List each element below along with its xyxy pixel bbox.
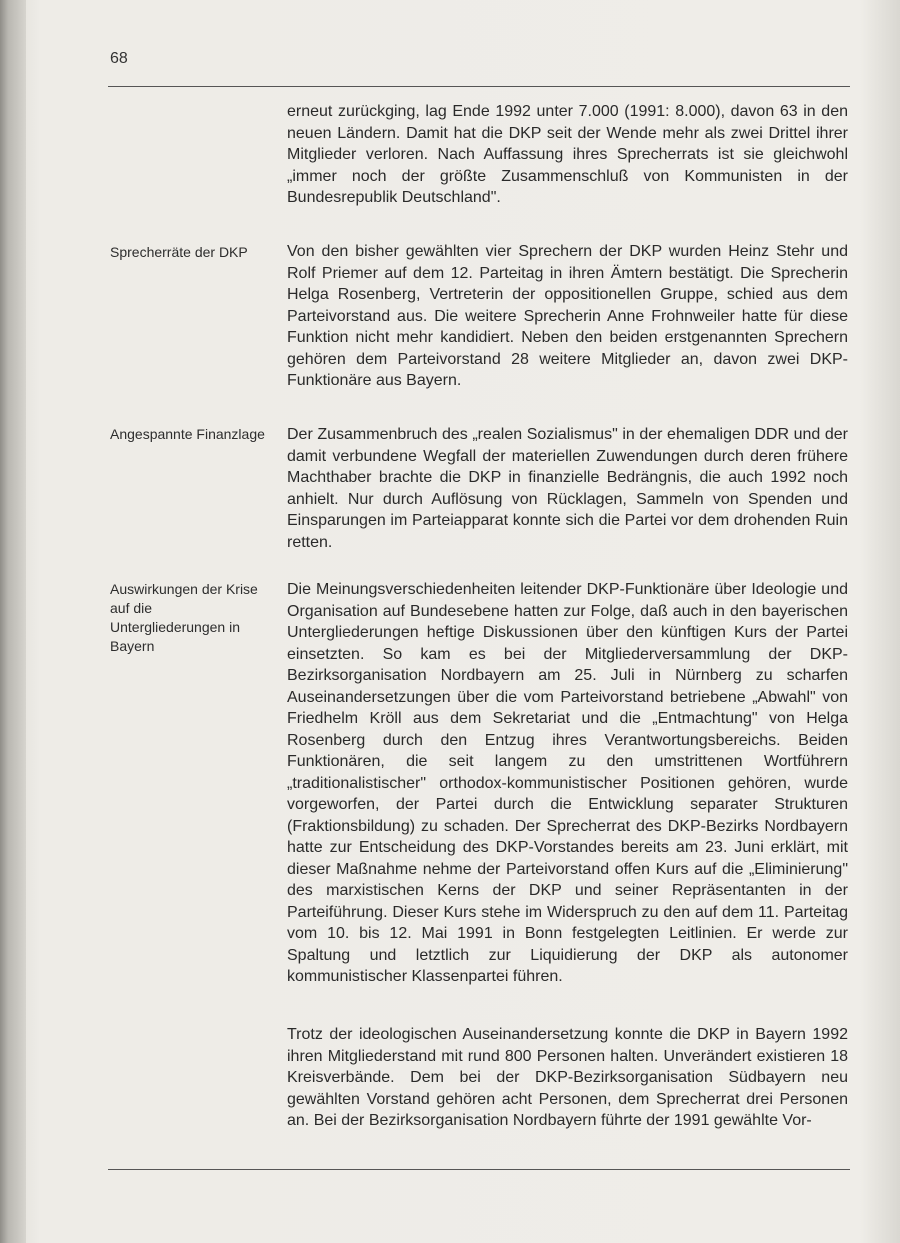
paragraph-membership: erneut zurückging, lag Ende 1992 unter 7.000 (1991: 8.000), davon 63 in den neuen Ländern. Damit hat die DKP seit der Wende mehr als zwei Drittel ihrer Mitglieder verloren. Nach Auffassung ihres Sprecherrats ist sie gleichwohl „immer noch der größte Zusammenschluß von Kommunisten in der Bundesrepublik Deutschland". (287, 103, 848, 206)
page-number: 68 (110, 50, 128, 67)
sidenote-finanzlage: Angespannte Finanzlage (110, 426, 265, 442)
paragraph-speakers: Von den bisher gewählten vier Sprechern der DKP wurden Heinz Stehr und Rolf Priemer auf dem 12. Parteitag in ihren Ämtern bestätigt. Die Sprecherin Helga Rosenberg, Vertreterin der oppositionellen Gruppe, schied aus dem Parteivorstand aus. Die weitere Sprecherin Anne Frohnweiler hatte für diese Funktion nicht mehr kandidiert. Neben den beiden erstgenannten Sprechern gehören dem Parteivorstand 28 weitere Mitglieder an, davon zwei DKP-Funktionäre aus Bayern. (287, 243, 848, 389)
footer-rule (108, 1169, 850, 1170)
paragraph-finances: Der Zusammenbruch des „realen Sozialismus" in der ehemaligen DDR und der damit verbundene Wegfall der materiellen Zuwendungen durch deren frühere Machthaber brachte die DKP in finanzielle Bedrängnis, die auch 1992 noch anhielt. Nur durch Auflösung von Rücklagen, Sammeln von Spenden und Einsparungen im Parteiapparat konnte sich die Partei vor dem drohenden Ruin retten. (287, 426, 848, 551)
paragraph-bavaria-conflict: Die Meinungsverschiedenheiten leitender DKP-Funktionäre über Ideologie und Organisation auf Bundesebene hatten zur Folge, daß auch in den bayerischen Untergliederungen heftige Diskussionen über den künftigen Kurs der Partei einsetzten. So kam es bei der Mitgliederversammlung der DKP-Bezirksorganisation Nordbayern am 25. Juli in Nürnberg zu scharfen Auseinandersetzungen über die vom Parteivorstand betriebene „Abwahl" von Friedhelm Kröll aus dem Sekretariat und die „Entmachtung" von Helga Rosenberg durch den Entzug ihres Verantwortungsbereichs. Beiden Funktionären, die seit langem zu den umstrittenen Wortführern „traditionalistischer" orthodox-kommunistischer Positionen gehören, wurde vorgeworfen, der Partei durch die Entwicklung separater Strukturen (Fraktionsbildung) zu schaden. Der Sprecherrat des DKP-Bezirks Nordbayern hatte zur Entscheidung des DKP-Vorstandes bereits am 23. Juni erklärt, mit dieser Maßnahme nehme der Parteivorstand offen Kurs auf die „Eliminierung" des marxistischen Kerns der DKP und seiner Repräsentanten in der Parteiführung. Dieser Kurs stehe im Widerspruch zu den auf dem 11. Parteitag vom 10. bis 12. Mai 1991 in Bonn festgelegten Leitlinien. Er werde zur Spaltung und letztlich zur Liquidierung der DKP als autonomer kommunistischer Klassenpartei führen. (287, 581, 848, 985)
sidenote-sprecherraete: Sprecherräte der DKP (110, 244, 248, 260)
page-binding-shadow (0, 0, 26, 1243)
paragraph-bavaria-membership: Trotz der ideologischen Auseinandersetzung konnte die DKP in Bayern 1992 ihren Mitgliederstand mit rund 800 Personen halten. Unverändert existieren 18 Kreisverbände. Dem bei der DKP-Bezirksorganisation Südbayern neu gewählten Vorstand gehören acht Personen, dem Sprecherrat drei Personen an. Bei der Bezirksorganisation Nordbayern führte der 1991 gewählte Vor- (287, 1026, 848, 1129)
sidenote-auswirkungen: Auswirkungen der Krise auf die Untergliederungen in Bayern (110, 581, 258, 654)
header-rule (108, 86, 850, 87)
